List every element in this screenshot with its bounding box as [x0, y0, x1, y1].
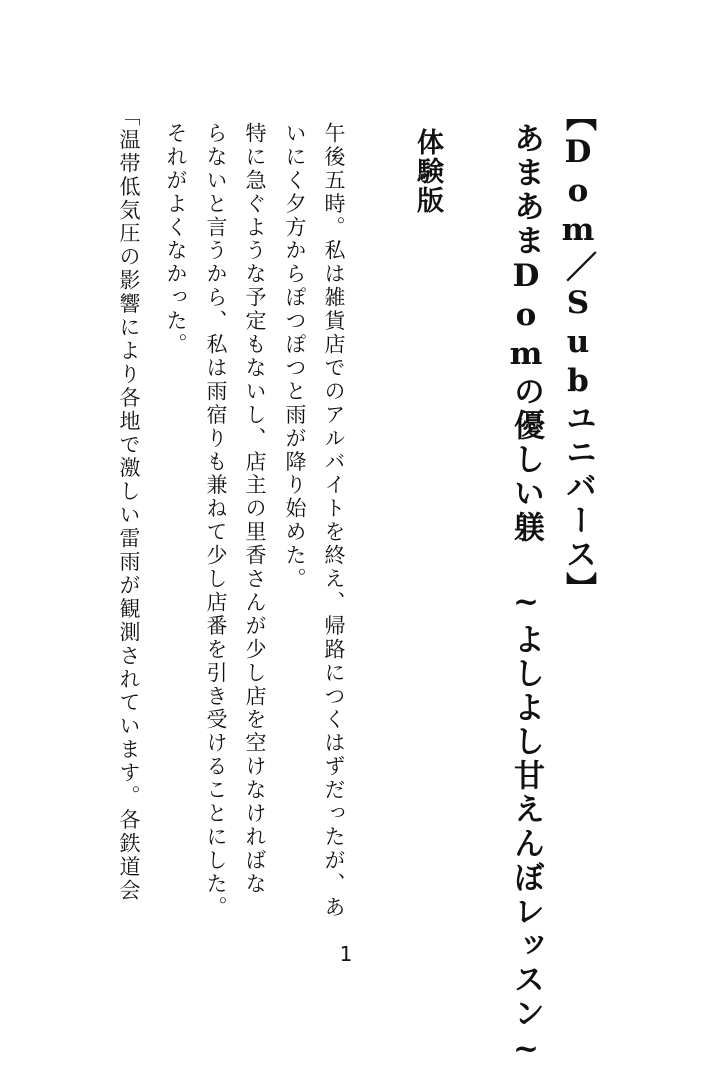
trial-label: 体験版 [412, 128, 443, 215]
title-line-1: 【Dom／Subユニバース】 [560, 100, 596, 606]
body-line: それがよくなかった。 [164, 122, 188, 357]
body-line: いにく夕方からぽつぽつと雨が降り始めた。 [283, 122, 307, 591]
body-line: 特に急ぐような予定もないし、店主の里香さんが少し店を空けなければな [243, 122, 267, 896]
body-line: 「温帯低気圧の影響により各地で激しい雷雨が観測されています。各鉄道会 [117, 105, 141, 903]
page-number: 1 [339, 942, 353, 966]
body-line: 午後五時。私は雑貨店でのアルバイトを終え、帰路につくはずだったが、あ [322, 122, 346, 920]
title-line-2: あまあまDomの優しい躾 ~よしよし甘えんぼレッスン~ [508, 122, 544, 1070]
body-line: らないと言うから、私は雨宿りも兼ねて少し店番を引き受けることにした。 [204, 122, 228, 920]
